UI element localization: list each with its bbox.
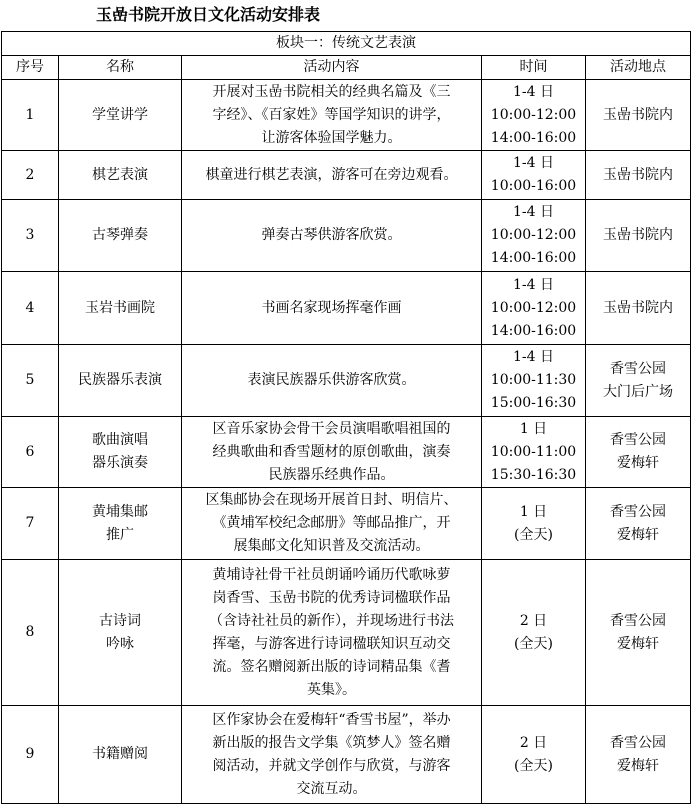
activity-content-cell <box>182 80 482 151</box>
document-title: 玉嵒书院开放日文化活动安排表 <box>96 5 321 24</box>
activity-content-cell-line: 让游客体验国学魅力。 <box>261 129 402 146</box>
activity-time-cell <box>482 151 586 200</box>
activity-place-cell <box>586 272 691 345</box>
activity-content-cell-line: 区音乐家协会骨干会员演唱歌唱祖国的 <box>212 420 451 437</box>
activity-place-cell-line: 香雪公园 <box>610 360 667 377</box>
activity-time-cell-line: 10:00-16:00 <box>490 178 577 194</box>
activity-time-cell-line: 1-4 日 <box>513 204 554 220</box>
activity-name-cell <box>59 345 182 417</box>
activity-time-cell-line: 1 日 <box>519 503 548 520</box>
activity-time-cell-line: 14:00-16:00 <box>490 322 577 339</box>
activity-time-cell-line: 10:00-12:00 <box>490 299 577 316</box>
activity-time-cell-line: 14:00-16:00 <box>490 129 577 146</box>
activity-content-cell-line: 岗香雪、玉嵒书院的优秀诗词楹联作品 <box>212 589 451 606</box>
activity-time-cell-line: (全天) <box>514 526 553 543</box>
activity-content-cell-line: 字经》、《百家姓》等国学知识的讲学， <box>212 106 451 123</box>
activity-time-cell <box>482 488 586 560</box>
row-number-cell: 1 <box>2 80 59 151</box>
activity-time-cell-line: 2 日 <box>519 734 548 751</box>
activity-time-cell <box>482 80 586 151</box>
activity-time-cell-line: (全天) <box>514 757 553 774</box>
activity-content-cell-line: 书画名家现场挥毫作画 <box>261 299 402 316</box>
activity-content-cell-line: 弹奏古琴供游客欣赏。 <box>261 227 402 243</box>
activity-content-cell <box>182 560 482 706</box>
activity-place-cell <box>586 560 691 706</box>
activity-place-cell-line: 香雪公园 <box>610 432 667 448</box>
header-row <box>2 56 691 80</box>
activity-name-cell-line: 书籍赠阅 <box>92 746 148 762</box>
activity-content-cell <box>182 488 482 560</box>
column-header-time: 时间 <box>482 56 586 80</box>
activity-name-cell <box>59 151 182 200</box>
activity-place-cell <box>586 200 691 272</box>
activity-name-cell-line: 黄埔集邮 <box>92 503 148 520</box>
activity-content-cell-line: 《黄埔军校纪念邮册》等邮品推广，开 <box>212 515 451 531</box>
schedule-table <box>1 31 691 804</box>
activity-time-cell-line: 2 日 <box>519 612 548 629</box>
activity-time-cell-line: (全天) <box>514 635 553 652</box>
activity-place-cell-line: 大门后广场 <box>603 383 674 400</box>
row-number-cell: 2 <box>2 151 59 200</box>
activity-place-cell-line: 玉嵒书院内 <box>603 166 674 183</box>
activity-name-cell <box>59 560 182 706</box>
activity-time-cell-line: 10:00-11:00 <box>490 443 577 460</box>
activity-content-cell-line: （含诗社社员的新作），并现场进行书法 <box>209 612 454 629</box>
activity-place-cell-line: 爱梅轩 <box>617 757 660 774</box>
table-row <box>2 488 691 560</box>
activity-time-cell-line: 1-4 日 <box>513 155 554 171</box>
activity-place-cell-line: 爱梅轩 <box>617 526 660 543</box>
activity-content-cell-line: 民族器乐经典作品。 <box>268 466 395 483</box>
row-number-cell: 3 <box>2 200 59 272</box>
column-header-place: 活动地点 <box>586 56 691 80</box>
activity-content-cell-line: 挥毫，与游客进行诗词楹联知识互动交 <box>212 635 451 652</box>
activity-time-cell-line: 1 日 <box>519 420 548 437</box>
activity-place-cell <box>586 706 691 804</box>
activity-name-cell-line: 吟咏 <box>106 635 134 652</box>
table-row <box>2 200 691 272</box>
row-number-cell: 8 <box>2 560 59 706</box>
activity-content-cell-line: 流。签名赠阅新出版的诗词精品集《耆 <box>212 658 451 675</box>
activity-name-cell-line: 推广 <box>106 526 134 543</box>
activity-place-cell-line: 爱梅轩 <box>617 635 660 652</box>
activity-content-cell-line: 区作家协会在爱梅轩“香雪书屋”，举办 <box>212 711 451 728</box>
activity-content-cell-line: 阅活动，并就文学创作与欣赏，与游客 <box>212 757 451 774</box>
activity-name-cell-line: 棋艺表演 <box>92 166 148 183</box>
activity-time-cell <box>482 417 586 488</box>
activity-time-cell-line: 15:00-16:30 <box>490 395 577 411</box>
activity-name-cell-line: 学堂讲学 <box>92 106 148 123</box>
activity-content-cell <box>182 272 482 345</box>
activity-content-cell-line: 展集邮文化知识普及交流活动。 <box>233 538 430 554</box>
activity-place-cell <box>586 488 691 560</box>
row-number-cell: 4 <box>2 272 59 345</box>
table-row <box>2 706 691 804</box>
activity-place-cell-line: 玉嵒书院内 <box>603 106 674 123</box>
section-title: 板块一：传统文艺表演 <box>2 32 691 56</box>
activity-content-cell-line: 开展对玉嵒书院相关的经典名篇及《三 <box>212 83 451 100</box>
activity-time-cell <box>482 345 586 417</box>
activity-content-cell <box>182 345 482 417</box>
activity-content-cell <box>182 151 482 200</box>
table-row <box>2 272 691 345</box>
activity-content-cell-line: 表演民族器乐供游客欣赏。 <box>247 372 416 388</box>
activity-place-cell-line: 玉嵒书院内 <box>603 299 674 316</box>
table-row <box>2 151 691 200</box>
activity-content-cell-line: 区集邮协会在现场开展首日封、明信片、 <box>205 492 458 508</box>
activity-name-cell <box>59 417 182 488</box>
activity-time-cell <box>482 706 586 804</box>
table-row <box>2 560 691 706</box>
activity-name-cell-line: 歌曲演唱 <box>92 432 148 448</box>
activity-place-cell <box>586 345 691 417</box>
activity-time-cell <box>482 200 586 272</box>
activity-time-cell-line: 1-4 日 <box>513 349 554 365</box>
column-header-name: 名称 <box>59 56 182 80</box>
row-number-cell: 7 <box>2 488 59 560</box>
activity-place-cell-line: 爱梅轩 <box>617 455 660 471</box>
activity-content-cell-line: 新出版的报告文学集《筑梦人》签名赠 <box>212 734 451 751</box>
activity-name-cell-line: 器乐演奏 <box>92 455 148 471</box>
activity-place-cell <box>586 151 691 200</box>
activity-time-cell-line: 10:00-12:00 <box>490 106 577 123</box>
activity-place-cell-line: 玉嵒书院内 <box>603 227 674 243</box>
activity-time-cell-line: 10:00-11:30 <box>490 372 577 388</box>
table-row <box>2 345 691 417</box>
activity-name-cell <box>59 80 182 151</box>
activity-content-cell <box>182 706 482 804</box>
activity-time-cell-line: 15:30-16:30 <box>490 466 577 483</box>
activity-place-cell-line: 香雪公园 <box>610 734 667 751</box>
activity-time-cell-line: 14:00-16:00 <box>490 250 577 266</box>
activity-place-cell-line: 香雪公园 <box>610 503 667 520</box>
activity-name-cell-line: 古琴弹奏 <box>92 227 148 243</box>
section-row <box>2 32 691 56</box>
activity-content-cell-line: 经典歌曲和香雪题材的原创歌曲，演奏 <box>212 443 451 460</box>
activity-name-cell <box>59 200 182 272</box>
activity-place-cell <box>586 80 691 151</box>
activity-content-cell-line: 英集》。 <box>307 681 356 698</box>
table-row <box>2 80 691 151</box>
activity-name-cell <box>59 706 182 804</box>
table-row <box>2 417 691 488</box>
activity-name-cell-line: 民族器乐表演 <box>78 372 162 388</box>
row-number-cell: 9 <box>2 706 59 804</box>
activity-name-cell <box>59 488 182 560</box>
activity-time-cell-line: 10:00-12:00 <box>490 227 577 243</box>
activity-time-cell <box>482 272 586 345</box>
row-number-cell: 5 <box>2 345 59 417</box>
activity-name-cell <box>59 272 182 345</box>
activity-time-cell-line: 1-4 日 <box>513 83 554 100</box>
activity-name-cell-line: 玉岩书画院 <box>85 299 155 316</box>
activity-time-cell-line: 1-4 日 <box>513 276 554 293</box>
activity-content-cell <box>182 200 482 272</box>
column-header-no: 序号 <box>2 56 59 80</box>
activity-content-cell-line: 棋童进行棋艺表演，游客可在旁边观看。 <box>205 166 458 183</box>
activity-content-cell-line: 黄埔诗社骨干社员朗诵吟诵历代歌咏萝 <box>212 566 451 583</box>
activity-name-cell-line: 古诗词 <box>99 612 141 629</box>
activity-time-cell <box>482 560 586 706</box>
activity-content-cell <box>182 417 482 488</box>
row-number-cell: 6 <box>2 417 59 488</box>
activity-place-cell <box>586 417 691 488</box>
activity-place-cell-line: 香雪公园 <box>610 612 667 629</box>
activity-content-cell-line: 交流互动。 <box>296 780 367 797</box>
column-header-content: 活动内容 <box>182 56 482 80</box>
